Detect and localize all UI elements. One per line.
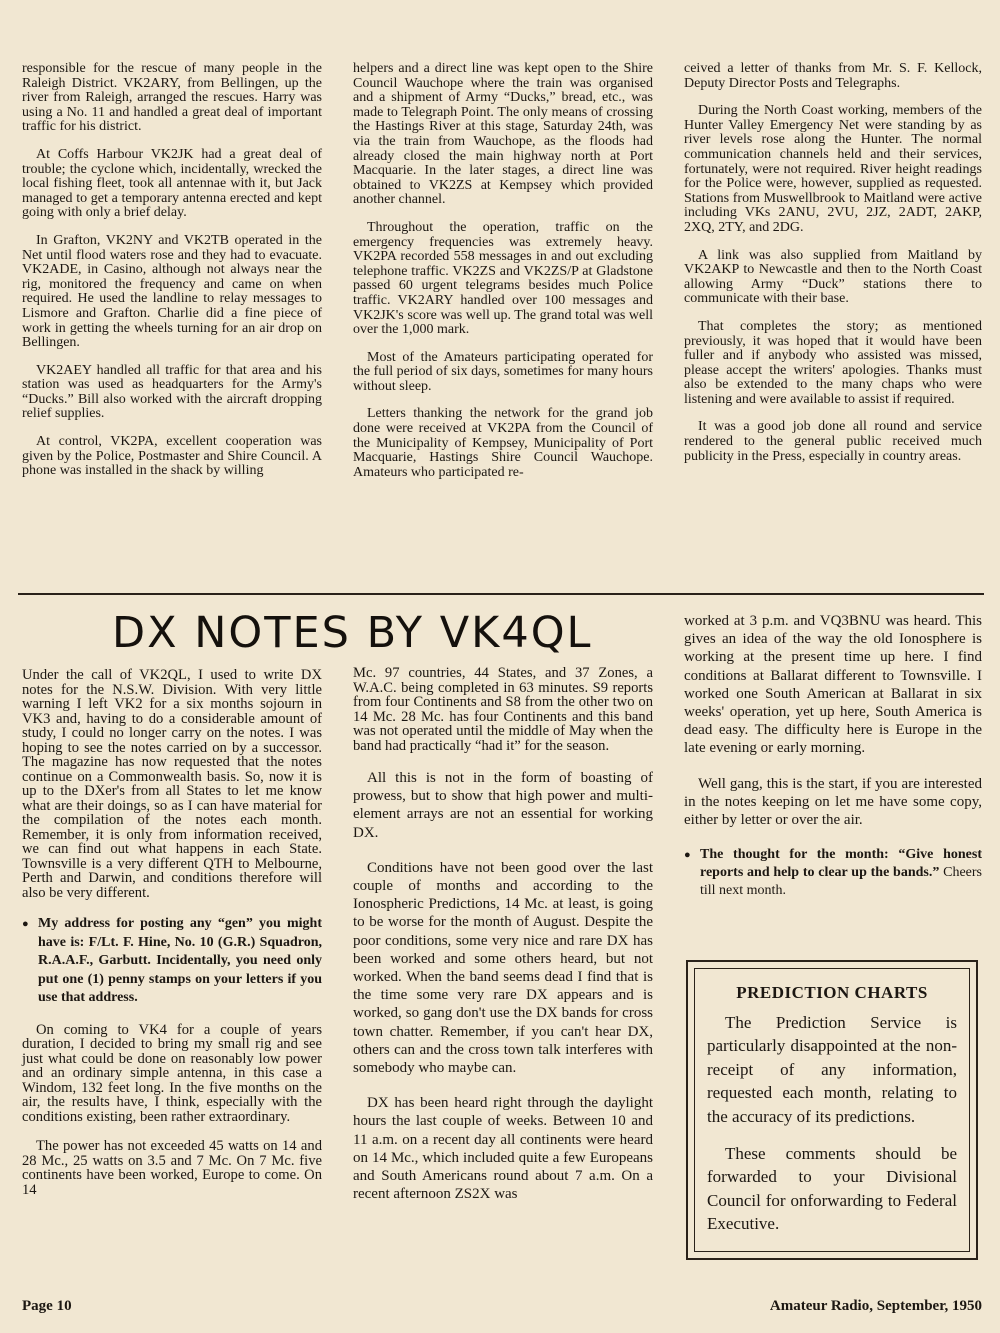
paragraph: On coming to VK4 for a couple of years duration, I decided to bring my small rig and see just what could be done on reasonably low power and an ordinary simple antenna, in this case a Windom, 132 feet long. In the five months on the air, the results have, I think, especially with the conditions existing, been rather extraordinary.	[22, 1021, 322, 1125]
paragraph: A link was also supplied from Maitland by VK2AKP to Newcastle and then to the North Coast allowing Army “Duck” stations there to communicate with their base.	[684, 247, 982, 307]
article-column-2	[353, 666, 653, 1220]
top-column-1	[22, 62, 322, 492]
paragraph: All this is not in the form of boasting of prowess, but to show that high power and multi-element arrays are not an essential for working DX.	[353, 770, 653, 841]
paragraph: That completes the story; as mentioned previously, it was hoped that it would have been fuller and if anybody who assisted was missed, please accept the writers' apologies. Thanks must also be extended to the many chaps who were listening and were available to assist if required.	[684, 318, 982, 407]
paragraph: helpers and a direct line was kept open to the Shire Council Wauchope where the train was organised and a shipment of Army “Ducks,” bread, etc., was made to Telegraph Point. The only means of crossing the Hastings River at this stage, Saturday 24th, was via the train from Wauchope, as the floods had already closed the main highway north at Port Macquarie. In the later stages, a direct line was obtained to VK2ZS at Kempsey which provided another channel.	[353, 61, 653, 208]
paragraph: Mc. 97 countries, 44 States, and 37 Zones, a W.A.C. being completed in 63 minutes. S9 reports from four Continents and S8 from the other two on 14 Mc. 28 Mc. has four Continents and this band was not operated until the middle of May when the band had practically “had it” for the season.	[353, 665, 653, 754]
paragraph: Well gang, this is the start, if you are interested in the notes keeping on let me have some copy, either by letter or over the air.	[684, 775, 982, 829]
prediction-paragraph: These comments should be forwarded to your Divisional Council for onforwarding to Federal Executive.	[707, 1144, 957, 1234]
top-column-3	[684, 62, 982, 477]
thought-signoff: Cheers till next month.	[700, 865, 982, 899]
top-column-2	[353, 62, 653, 493]
paragraph: At control, VK2PA, excellent cooperation was given by the Police, Postmaster and Shire Council. A phone was installed in the shack by willing	[22, 434, 322, 479]
paragraph: In Grafton, VK2NY and VK2TB operated in the Net until flood waters rose and they had to evacuate. VK2ADE, in Casino, although not always near the rig, monitored the frequency and came on when required. He used the landline to relay messages to Lismore and Grafton. Charlie did a fine piece of work in getting the wheels turning for an air drop on Bellingen.	[22, 232, 322, 351]
prediction-charts-inner-border	[694, 968, 970, 1252]
paragraph: worked at 3 p.m. and VQ3BNU was heard. This gives an idea of the way the old Ionosphere is working at the present time up here. I find conditions at Ballarat different to Townsville. I worked one South American at Ballarat in six weeks' operation, yet up here, South America is dead easy. The difficulty here is Europe in the late evening or early morning.	[684, 613, 982, 757]
article-column-3	[684, 612, 982, 917]
article-headline: DX NOTES BY VK4QL	[112, 608, 593, 658]
paragraph: During the North Coast working, members of the Hunter Valley Emergency Net were standing by as river levels rose along the Hunter. The normal communication channels held and their services, fortunately, were not required. River height readings for the Police were, however, supplied as requested. Stations from Muswellbrook to Maitland were active including VKs 2ANU, 2VU, 2JZ, 2ADT, 2AKP, 2XQ, 2TY, and 2DG.	[684, 103, 982, 235]
paragraph: At Coffs Harbour VK2JK had a great deal of trouble; the cyclone which, incidentally, wrecked the local fishing fleet, took all antennae with it, but Jack managed to get a temporary antenna erected and kept going with only a brief delay.	[22, 146, 322, 221]
paragraph: Conditions have not been good over the last couple of months and according to the Ionospheric Predictions, 14 Mc. at least, is going to be worse for the month of August. Despite the poor conditions, some very nice and rare DX has been worked and some others heard, but not worked. When the band seems dead I find that is the time some very rare DX appears and is worked, so gang don't use the DX bands for cross town chatter. Remember, if you can't hear DX, others can and the cross town talk interferes with somebody who maybe can.	[353, 859, 653, 1077]
section-divider	[18, 593, 984, 595]
publication-line: Amateur Radio, September, 1950	[769, 1298, 982, 1314]
prediction-charts-box	[686, 960, 978, 1260]
paragraph: Under the call of VK2QL, I used to write DX notes for the N.S.W. Division. With very little warning I left VK2 for a six months sojourn in VK3 and, having to do a considerable amount of study, I could no longer carry on the notes. I was hoping to see the notes carried on by a successor. The magazine has now requested that the notes continue on a Commonwealth basis. So, now it is up to the DXer's from all States to let me know what are their doings, so as I can have material for the compilation of the notes each month. Remember, it is only from information received, we can find out what happens in each State. Townsville is a very different QTH to Melbourne, Perth and Darwin, and conditions therefore will also be very different.	[22, 667, 322, 901]
thought-for-month	[684, 846, 982, 900]
thought-bold: The thought for the month: “Give honest reports and help to clear up the bands.”	[700, 847, 982, 881]
paragraph: Most of the Amateurs participating operated for the full period of six days, sometimes for many hours without sleep.	[353, 349, 653, 394]
paragraph: The power has not exceeded 45 watts on 14 and 28 Mc., 25 watts on 3.5 and 7 Mc. On 7 Mc. five continents have been worked, Europe to come. On 14	[22, 1138, 322, 1198]
paragraph: responsible for the rescue of many people in the Raleigh District. VK2ARY, from Bellingen, up the river from Raleigh, arranged the rescues. Harry was using a No. 11 and handled a great deal of important traffic for his district.	[22, 61, 322, 135]
paragraph: It was a good job done all round and service rendered to the general public received much publicity in the Press, especially in country areas.	[684, 419, 982, 464]
paragraph: VK2AEY handled all traffic for that area and his station was used as headquarters for the Army's “Ducks.” Bill also worked with the aircraft dropping relief supplies.	[22, 362, 322, 422]
address-note: ● My address for posting any “gen” you might have is: F/Lt. F. Hine, No. 10 (G.R.) Squadron, R.A.A.F., Garbutt. Incidentally, you need only put one (1) penny stamps on your letters if you use that address.	[22, 915, 322, 1008]
paragraph: DX has been heard right through the daylight hours the last couple of weeks. Between 10 and 11 a.m. on a recent day all continents were heard on 14 Mc., which included quite a few Europeans and South Americans round about 7 a.m. On a recent afternoon ZS2X was	[353, 1095, 653, 1203]
page-number: Page 10	[22, 1298, 72, 1314]
prediction-charts-title: PREDICTION CHARTS	[736, 983, 928, 1002]
paragraph: Throughout the operation, traffic on the emergency frequencies was extremely heavy. VK2PA recorded 558 messages in and out excluding telephone traffic. VK2ZS and VK2ZS/P at Gladstone passed 60 urgent telegrams besides much Police traffic. VK2ARY handled over 100 messages and VK2JK's score was well up. The grand total was well over the 1,000 mark.	[353, 219, 653, 338]
article-column-1	[22, 668, 322, 1212]
paragraph: Letters thanking the network for the grand job done were received at VK2PA from the Council of the Municipality of Kempsey, Municipality of Port Macquarie, Hastings Shire Council Wauchope. Amateurs who participated re-	[353, 406, 653, 480]
paragraph: ceived a letter of thanks from Mr. S. F. Kellock, Deputy Director Posts and Telegraphs.	[684, 61, 982, 91]
prediction-paragraph: The Prediction Service is particularly disappointed at the non-receipt of any information, requested each month, relating to the accuracy of its predictions.	[707, 1013, 957, 1126]
